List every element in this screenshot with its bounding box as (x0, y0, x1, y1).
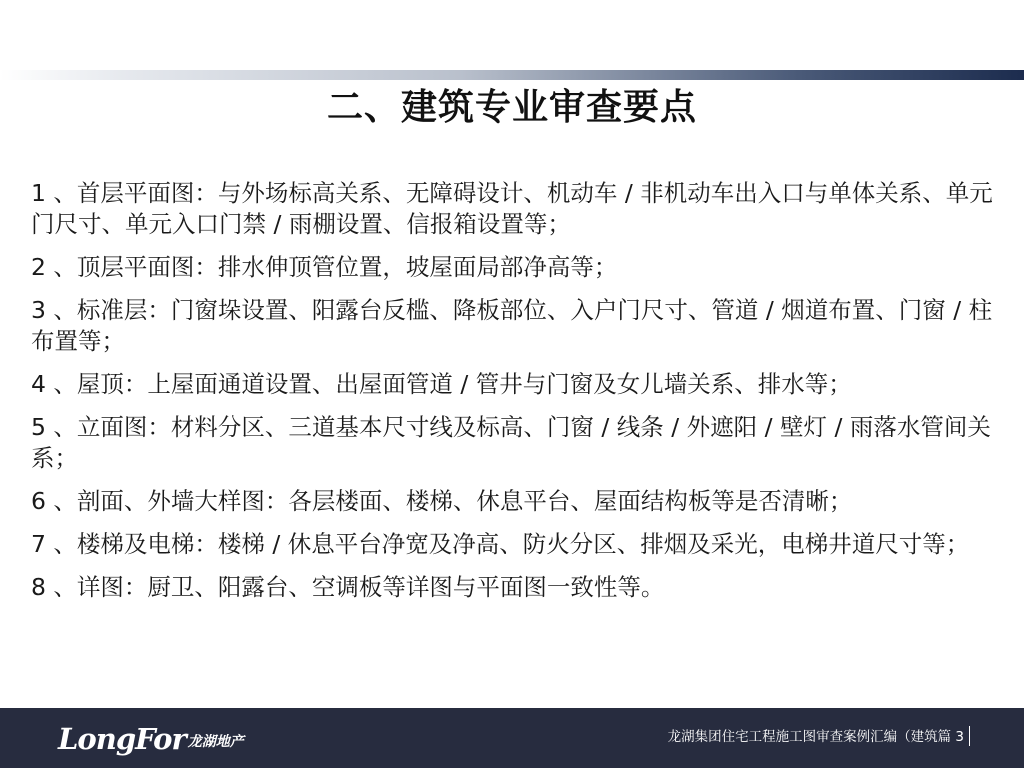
logo-chinese-name: 龙湖地产 (187, 734, 244, 750)
footer-caption: 龙湖集团住宅工程施工图审查案例汇编（建筑篇 3 (667, 729, 964, 745)
review-points-list (31, 178, 1001, 615)
slide-title: 二、建筑专业审查要点 (326, 87, 697, 128)
review-point-3: 3 、标准层：门窗垛设置、阳露台反槛、降板部位、入户门尺寸、管道 / 烟道布置、门窗 / 柱布置等； (31, 296, 993, 355)
review-point-4: 4 、屋顶：上屋面通道设置、出屋面管道 / 管井与门窗及女儿墙关系、排水等； (31, 370, 852, 398)
footer-bar (0, 708, 1024, 768)
logo-wordmark: LongFor (58, 722, 186, 756)
review-point-8: 8 、详图：厨卫、阳露台、空调板等详图与平面图一致性等。 (31, 573, 665, 601)
header-gradient-band (0, 70, 1024, 80)
footer-divider (969, 726, 970, 746)
review-point-2: 2 、顶层平面图：排水伸顶管位置，坡屋面局部净高等； (31, 253, 618, 281)
review-point-7: 7 、楼梯及电梯：楼梯 / 休息平台净宽及净高、防火分区、排烟及采光，电梯井道尺寸等； (31, 530, 970, 558)
review-point-5: 5 、立面图：材料分区、三道基本尺寸线及标高、门窗 / 线条 / 外遮阳 / 壁灯 / 雨落水管间关系； (31, 413, 991, 472)
review-point-6: 6 、剖面、外墙大样图：各层楼面、楼梯、休息平台、屋面结构板等是否清晰； (31, 487, 853, 515)
review-point-1: 1 、首层平面图：与外场标高关系、无障碍设计、机动车 / 非机动车出入口与单体关系、单元门尺寸、单元入口门禁 / 雨棚设置、信报箱设置等； (31, 179, 993, 238)
company-logo (58, 720, 244, 754)
